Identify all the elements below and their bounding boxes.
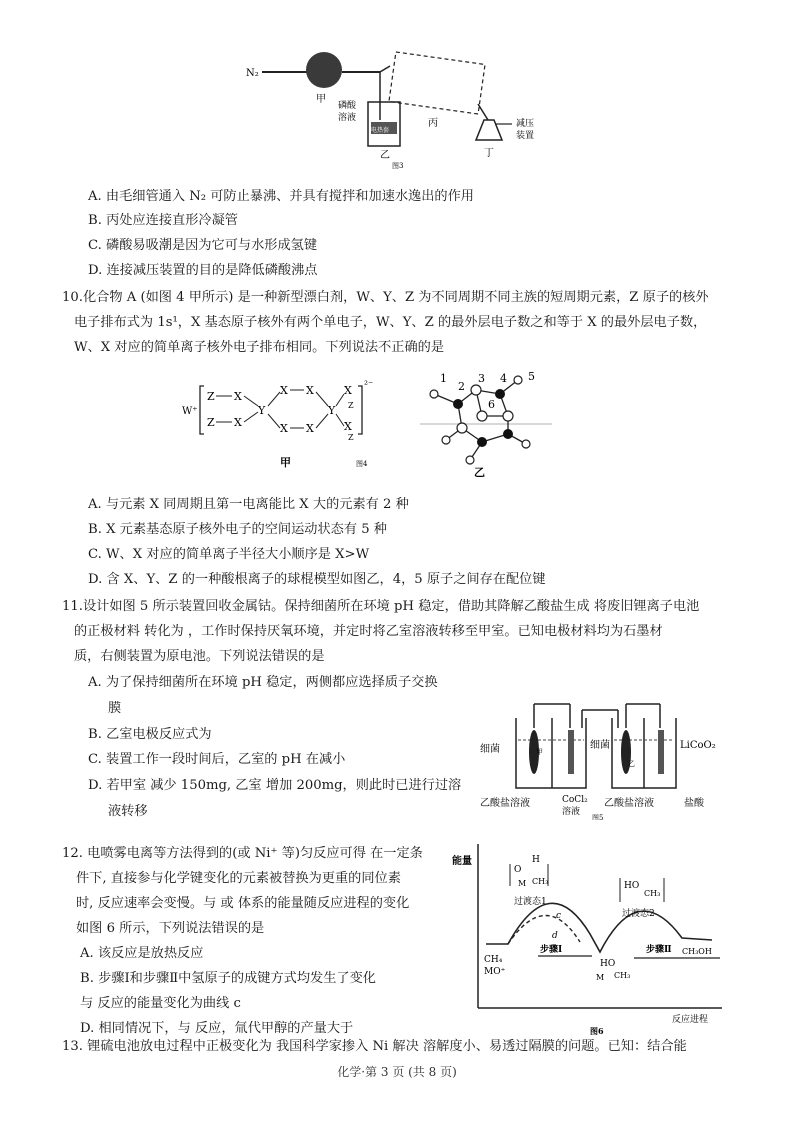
mid-ho: HO bbox=[600, 959, 616, 969]
figure-5-caption: 图5 bbox=[592, 814, 604, 820]
curve-c bbox=[486, 903, 712, 952]
q11-option-d-line2: 液转移 bbox=[108, 804, 148, 819]
mid-ch3: CH₃ bbox=[614, 971, 631, 980]
label-bing: 丙 bbox=[428, 118, 438, 129]
q10-option-c: C. W、X 对应的简单离子半径大小顺序是 X>W bbox=[88, 547, 370, 562]
atom-z3: Z bbox=[348, 401, 354, 410]
q11-stem-line3: 质，右侧装置为原电池。下列说法错误的是 bbox=[74, 649, 325, 664]
atom-z4: Z bbox=[348, 433, 354, 442]
condenser-bing bbox=[389, 52, 485, 114]
atom-num-1: 1 bbox=[440, 372, 447, 385]
figure-3-apparatus bbox=[240, 40, 560, 170]
q11-stem-line2: 的正极材料 转化为 ，工作时保持厌氧环境，并定时将乙室溶液转移至甲室。已知电极材料均为石墨材 bbox=[74, 624, 663, 639]
label-jia-5: 甲 bbox=[536, 748, 543, 756]
ts1-o: O bbox=[514, 865, 522, 875]
q12-option-d: D. 相同情况下，与 反应，氚代甲醇的产量大于 bbox=[80, 1021, 354, 1036]
label-sol: 溶液 bbox=[338, 113, 357, 123]
q9-option-b: B. 丙处应连接直形冷凝管 bbox=[88, 213, 238, 228]
x-axis-label: 反应进程 bbox=[672, 1015, 709, 1025]
label-phos: 磷酸 bbox=[338, 101, 357, 111]
figure-5-electrochemical-cell bbox=[478, 690, 740, 820]
figure-4-jia-structure bbox=[180, 372, 390, 472]
figure-6-caption: 图6 bbox=[590, 1026, 604, 1036]
label-bacteria-1: 细菌 bbox=[480, 744, 500, 755]
figure-4-yi-ball-stick bbox=[412, 360, 552, 478]
atom-x1: X bbox=[234, 390, 242, 403]
label-n2: N₂ bbox=[246, 68, 259, 79]
q11-option-a-line1: A. 为了保持细菌所在环境 pH 稳定，两侧都应选择质子交换 bbox=[88, 675, 438, 690]
q11-option-c: C. 装置工作一段时间后，乙室的 pH 在减小 bbox=[88, 752, 346, 767]
label-step2: 步骤Ⅱ bbox=[646, 945, 672, 955]
atom-x2: X bbox=[234, 416, 242, 429]
label-cocl2: 溶液 bbox=[562, 807, 581, 817]
flask-ding bbox=[476, 120, 502, 140]
label-ts1: 过渡态1 bbox=[514, 897, 547, 907]
y-axis-label: 能量 bbox=[452, 856, 472, 867]
q12-stem-line3: 时, 反应速率会变慢。与 或 体系的能量随反应进程的变化 bbox=[76, 896, 410, 911]
atom-x3: X bbox=[280, 384, 288, 397]
label-vac2: 装置 bbox=[516, 131, 535, 141]
atom-z1: Z bbox=[207, 390, 215, 403]
flask-jia bbox=[306, 52, 342, 88]
label-dire: 电热套 bbox=[371, 127, 390, 134]
atom-num-5: 5 bbox=[528, 370, 535, 383]
q10-option-b: B. X 元素基态原子核外电子的空间运动状态有 5 种 bbox=[88, 522, 387, 537]
ts1-m: M bbox=[518, 879, 527, 888]
label-ts2: 过渡态2 bbox=[622, 909, 655, 919]
q9-option-c: C. 磷酸易吸潮是因为它可与水形成氢键 bbox=[88, 238, 318, 253]
label-c: c bbox=[556, 911, 562, 921]
ts1-ch3: CH₃ bbox=[532, 877, 549, 886]
atom-y1: Y bbox=[258, 404, 266, 417]
label-jia: 甲 bbox=[316, 94, 326, 105]
q10-option-d: D. 含 X、Y、Z 的一种酸根离子的球棍模型如图乙，4，5 原子之间存在配位键 bbox=[88, 572, 546, 587]
label-cocl1: CoCl₂ bbox=[562, 795, 588, 805]
label-prod: CH₃OH bbox=[682, 947, 712, 956]
q11-stem-line1: 11.设计如图 5 所示装置回收金属钴。保持细菌所在环境 pH 稳定，借助其降解乙酸盐生成 将废旧锂离子电池 bbox=[62, 599, 700, 614]
label-jia-4: 甲 bbox=[280, 456, 291, 469]
q10-stem-line1: 10.化合物 A (如图 4 甲所示) 是一种新型漂白剂，W、Y、Z 为不同周期不同主族的短周期元素，Z 原子的核外 bbox=[62, 290, 709, 305]
mid-m: M bbox=[596, 973, 605, 982]
label-charge: ²⁻ bbox=[364, 380, 374, 391]
label-ch4: CH₄ bbox=[484, 955, 503, 965]
label-step1: 步骤Ⅰ bbox=[540, 945, 563, 955]
label-yi-4: 乙 bbox=[474, 466, 485, 478]
q12-option-a: A. 该反应是放热反应 bbox=[80, 946, 204, 961]
q12-option-b: B. 步骤Ⅰ和步骤Ⅱ中氢原子的成键方式均发生了变化 bbox=[80, 971, 376, 986]
label-hcl: 盐酸 bbox=[684, 798, 704, 809]
q13-stem-line1: 13. 锂硫电池放电过程中正极变化为 我国科学家掺入 Ni 解决 溶解度小、易透过隔膜的问题。已知：结合能 bbox=[62, 1039, 687, 1054]
label-sol2: 乙酸盐溶液 bbox=[604, 798, 654, 809]
q12-stem-line2: 件下, 直接参与化学键变化的元素被替换为更重的同位素 bbox=[76, 871, 401, 886]
curve-d bbox=[508, 915, 580, 944]
label-yi-5: 乙 bbox=[628, 760, 635, 768]
label-sol1: 乙酸盐溶液 bbox=[480, 798, 530, 809]
atom-x5: X bbox=[280, 422, 288, 435]
q12-stem-line4: 如图 6 所示，下列说法错误的是 bbox=[76, 921, 265, 936]
label-bacteria-2: 细菌 bbox=[590, 740, 610, 751]
label-d: d bbox=[552, 931, 558, 941]
atom-num-2: 2 bbox=[458, 380, 465, 393]
q12-stem-line1: 12. 电喷雾电离等方法得到的(或 Ni⁺ 等)匀反应可得 在一定条 bbox=[62, 846, 423, 861]
q9-option-a: A. 由毛细管通入 N₂ 可防止暴沸、并具有搅拌和加速水逸出的作用 bbox=[88, 189, 474, 204]
q10-stem-line3: W、X 对应的简单离子核外电子排布相同。下列说法不正确的是 bbox=[74, 340, 445, 355]
label-licoo2: LiCoO₂ bbox=[680, 740, 716, 751]
figure-3-caption: 图3 bbox=[392, 162, 404, 170]
q11-option-d-line1: D. 若甲室 减少 150mg, 乙室 增加 200mg，则此时已进行过溶 bbox=[88, 778, 462, 793]
atom-num-4: 4 bbox=[500, 372, 507, 385]
atom-x8: X bbox=[344, 420, 352, 433]
ts2-ho: HO bbox=[624, 881, 640, 891]
q11-option-b: B. 乙室电极反应式为 bbox=[88, 727, 212, 742]
q10-option-a: A. 与元素 X 同周期且第一电离能比 X 大的元素有 2 种 bbox=[88, 497, 409, 512]
atom-z2: Z bbox=[207, 416, 215, 429]
q9-option-d: D. 连接减压装置的目的是降低磷酸沸点 bbox=[88, 263, 318, 278]
atom-y2: Y bbox=[328, 404, 336, 417]
q12-option-c-fragment: 与 反应的能量变化为曲线 c bbox=[80, 996, 241, 1011]
label-ding: 丁 bbox=[484, 148, 494, 159]
ts2-ch3: CH₃ bbox=[644, 889, 661, 898]
q10-stem-line2: 电子排布式为 1s¹，X 基态原子核外有两个单电子，W、Y、Z 的最外层电子数之和等于 X 的最外层电子数， bbox=[74, 315, 707, 330]
atom-num-3: 3 bbox=[478, 372, 485, 385]
q11-option-a-line2: 膜 bbox=[108, 701, 122, 716]
figure-4-caption: 图4 bbox=[356, 460, 368, 468]
label-mo: MO⁺ bbox=[484, 967, 506, 977]
atom-x4: X bbox=[306, 384, 314, 397]
ts1-h: H bbox=[532, 855, 540, 865]
atom-num-6: 6 bbox=[488, 398, 495, 411]
label-vac1: 减压 bbox=[516, 119, 535, 129]
page-footer: 化学·第 3 页 (共 8 页) bbox=[337, 1065, 457, 1079]
atom-x6: X bbox=[306, 422, 314, 435]
atom-x7: X bbox=[344, 384, 352, 397]
label-yi: 乙 bbox=[380, 150, 390, 161]
label-w: W⁺ bbox=[182, 406, 198, 417]
figure-6-energy-diagram bbox=[450, 838, 740, 1038]
